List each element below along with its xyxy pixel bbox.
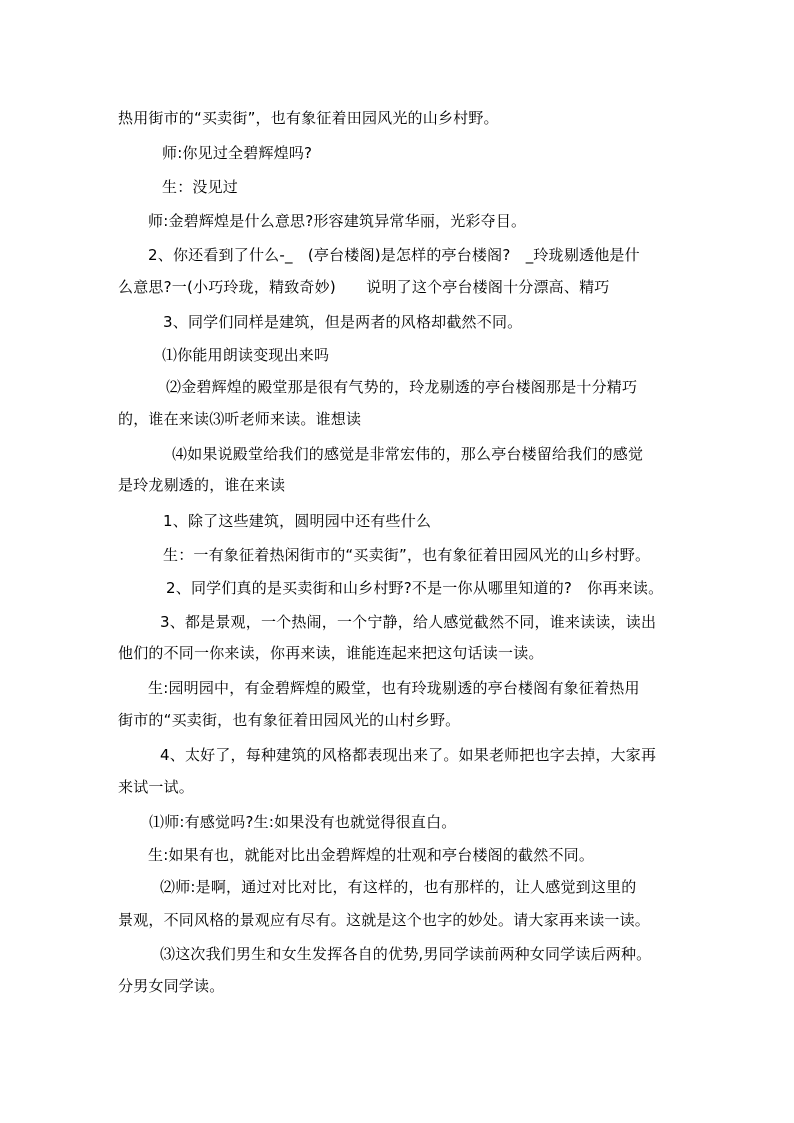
text-line: 他们的不同一你来读，你再来读，谁能连起来把这句话读一读。 [118, 644, 544, 662]
text-line: 的，谁在来读⑶听老师来读。谁想读 [118, 410, 362, 428]
text-line: 生：没见过 [162, 178, 239, 196]
text-line: ⑶这次我们男生和女生发挥各自的优势,男同学读前两种女同学读后两种。 [160, 945, 652, 963]
text-line: 么意思?一(小巧玲珑，精致奇妙) 说明了这个亭台楼阁十分漂高、精巧 [118, 278, 610, 296]
text-line: 生：一有象征着热闲街市的“买卖街”，也有象征着田园风光的山乡村野。 [163, 546, 651, 564]
text-line: 分男女同学读。 [118, 977, 225, 995]
text-line: ⑴师:有感觉吗?生:如果没有也就觉得很直白。 [149, 813, 457, 831]
text-line: 4、太好了，每种建筑的风格都表现出来了。如果老师把也字去掉，大家再 [160, 746, 657, 764]
text-line: ⑵金碧辉煌的殿堂那是很有气势的，玲龙剔透的亭台楼阁那是十分精巧 [166, 378, 638, 396]
text-line: 3、同学们同样是建筑，但是两者的风格却截然不同。 [163, 313, 523, 331]
text-line: ⑵师:是啊，通过对比对比，有这样的，也有那样的，让人感觉到这里的 [160, 878, 637, 896]
text-line: 是玲龙剔透的，谁在来读 [118, 476, 286, 494]
text-line: 师:金碧辉煌是什么意思?形容建筑异常华丽，光彩夺目。 [148, 212, 527, 230]
text-line: 来试一试。 [118, 778, 195, 796]
text-line: 2、同学们真的是买卖街和山乡村野?不是一你从哪里知道的? 你再来读。 [166, 579, 664, 597]
text-line: 生:如果有也，就能对比出金碧辉煌的壮观和亭台楼阁的截然不同。 [148, 846, 595, 864]
text-line: 景观，不同风格的景观应有尽有。这就是这个也字的妙处。请大家再来读一读。 [118, 911, 651, 929]
text-line: 3、都是景观，一个热闹，一个宁静，给人感觉截然不同，谁来读读，读出 [160, 613, 657, 631]
text-line: 热用街市的“买卖街”，也有象征着田园风光的山乡村野。 [118, 109, 499, 127]
text-line: 生:园明园中，有金碧辉煌的殿堂，也有玲珑剔透的亭台楼阁有象征着热用 [148, 679, 640, 697]
text-line: 师:你见过全碧辉煌吗? [162, 144, 313, 162]
text-line: 街市的“买卖街，也有象征着田园风光的山村乡野。 [118, 711, 461, 729]
text-line: 2、你还看到了什么-_ (亭台楼阁)是怎样的亭台楼阁? _玲珑剔透他是什 [148, 246, 640, 264]
text-line: 1、除了这些建筑，圆明园中还有些什么 [163, 512, 432, 530]
text-line: ⑴你能用朗读变现出来吗 [162, 346, 330, 364]
text-line: ⑷如果说殿堂给我们的感觉是非常宏伟的，那么亭台楼留给我们的感觉 [172, 445, 644, 463]
